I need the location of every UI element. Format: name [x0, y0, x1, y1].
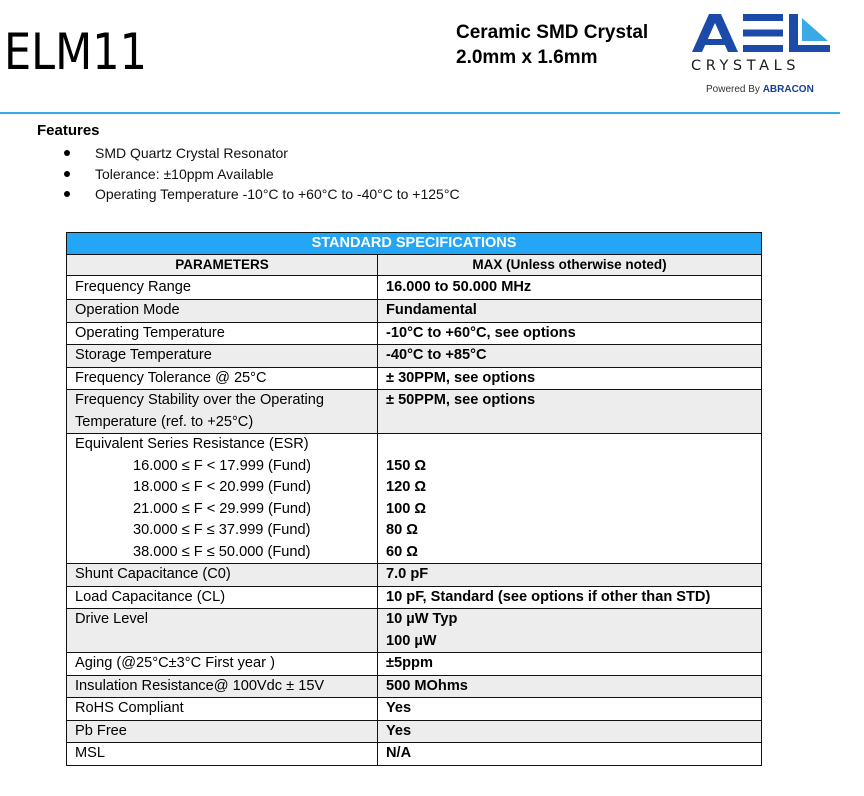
value-cell: Fundamental: [378, 300, 762, 323]
table-row: [67, 564, 762, 587]
esr-row: [67, 434, 762, 564]
value-cell: Yes: [378, 720, 762, 743]
table-row: [67, 322, 762, 345]
column-header-max: MAX (Unless otherwise noted): [378, 255, 762, 276]
param-cell: Insulation Resistance@ 100Vdc ± 15V: [67, 675, 378, 698]
table-title: STANDARD SPECIFICATIONS: [67, 233, 762, 255]
esr-param-cell: [67, 434, 378, 564]
bullet-icon: [64, 171, 70, 177]
ael-logo-icon: [692, 14, 832, 52]
table-row: [67, 345, 762, 368]
value-cell: ± 30PPM, see options: [378, 367, 762, 390]
param-cell: Drive Level: [67, 609, 378, 653]
powered-by-brand: ABRACON: [762, 84, 814, 95]
param-cell: Frequency Stability over the Operating Temperature (ref. to +25°C): [67, 390, 378, 434]
value-cell: 16.000 to 50.000 MHz: [378, 276, 762, 300]
param-cell: Load Capacitance (CL): [67, 586, 378, 609]
feature-text: SMD Quartz Crystal Resonator: [95, 145, 288, 161]
table-header-row: [67, 255, 762, 276]
column-header-parameters: PARAMETERS: [67, 255, 378, 276]
table-row: [67, 720, 762, 743]
table-row: [67, 300, 762, 323]
param-cell: Frequency Tolerance @ 25°C: [67, 367, 378, 390]
feature-item: [37, 184, 460, 205]
product-subtitle: [456, 20, 648, 70]
esr-value: 120 Ω: [386, 479, 427, 495]
esr-range: 21.000 ≤ F < 29.999 (Fund): [133, 500, 311, 517]
esr-range: 16.000 ≤ F < 17.999 (Fund): [133, 457, 311, 474]
table-title-row: [67, 233, 762, 255]
drive-level-typ: 10 µW Typ: [386, 611, 458, 627]
param-cell: Operating Temperature: [67, 322, 378, 345]
powered-by-prefix: Powered By: [706, 84, 760, 95]
table-row: [67, 390, 762, 434]
esr-range: 18.000 ≤ F < 20.999 (Fund): [133, 479, 311, 495]
value-cell: 10 pF, Standard (see options if other than STD): [378, 586, 762, 609]
value-cell: [378, 609, 762, 653]
header-divider: [0, 112, 840, 114]
bullet-icon: [64, 191, 70, 197]
table-row: [67, 276, 762, 300]
drive-level-row: [67, 609, 762, 653]
powered-by-text: [706, 84, 814, 95]
param-cell: Frequency Range: [67, 276, 378, 300]
param-cell: MSL: [67, 743, 378, 766]
features-title: Features: [37, 122, 100, 139]
value-cell: 500 MOhms: [378, 675, 762, 698]
standard-specifications-table: [66, 232, 762, 766]
table-row: [67, 743, 762, 766]
subtitle-line-1: Ceramic SMD Crystal: [456, 22, 649, 43]
esr-value: 150 Ω: [386, 457, 427, 474]
esr-label: Equivalent Series Resistance (ESR): [75, 436, 309, 452]
table-row: [67, 653, 762, 676]
param-cell: Shunt Capacitance (C0): [67, 564, 378, 587]
value-cell: N/A: [378, 743, 762, 766]
ael-crystals-logo: [688, 14, 834, 100]
features-section: [37, 122, 460, 205]
value-cell: -10°C to +60°C, see options: [378, 322, 762, 345]
value-cell: ±5ppm: [378, 653, 762, 676]
value-cell: -40°C to +85°C: [378, 345, 762, 368]
table-row: [67, 367, 762, 390]
feature-text: Operating Temperature -10°C to +60°C to -40°C to +125°C: [95, 186, 460, 202]
bullet-icon: [64, 150, 70, 156]
param-cell: Aging (@25°C±3°C First year ): [67, 653, 378, 676]
value-cell: Yes: [378, 698, 762, 721]
table-row: [67, 586, 762, 609]
logo-wordmark: CRYSTALS: [691, 58, 801, 74]
esr-value: 100 Ω: [386, 500, 427, 517]
param-cell: RoHS Compliant: [67, 698, 378, 721]
product-title: ELM11: [4, 23, 147, 81]
esr-range: 30.000 ≤ F ≤ 37.999 (Fund): [133, 522, 311, 538]
esr-value: 80 Ω: [386, 522, 418, 538]
drive-level-max: 100 µW: [386, 632, 437, 649]
feature-item: [37, 164, 460, 185]
param-cell: Storage Temperature: [67, 345, 378, 368]
param-cell: Operation Mode: [67, 300, 378, 323]
feature-item: [37, 143, 460, 164]
esr-value-cell: [378, 434, 762, 564]
table-row: [67, 675, 762, 698]
features-list: [37, 143, 460, 205]
feature-text: Tolerance: ±10ppm Available: [95, 165, 274, 182]
param-cell: Pb Free: [67, 720, 378, 743]
table-row: [67, 698, 762, 721]
value-cell: 7.0 pF: [378, 564, 762, 587]
value-cell: ± 50PPM, see options: [378, 390, 762, 434]
esr-value: 60 Ω: [386, 543, 418, 560]
esr-range: 38.000 ≤ F ≤ 50.000 (Fund): [133, 543, 311, 560]
subtitle-line-2: 2.0mm x 1.6mm: [456, 47, 598, 68]
